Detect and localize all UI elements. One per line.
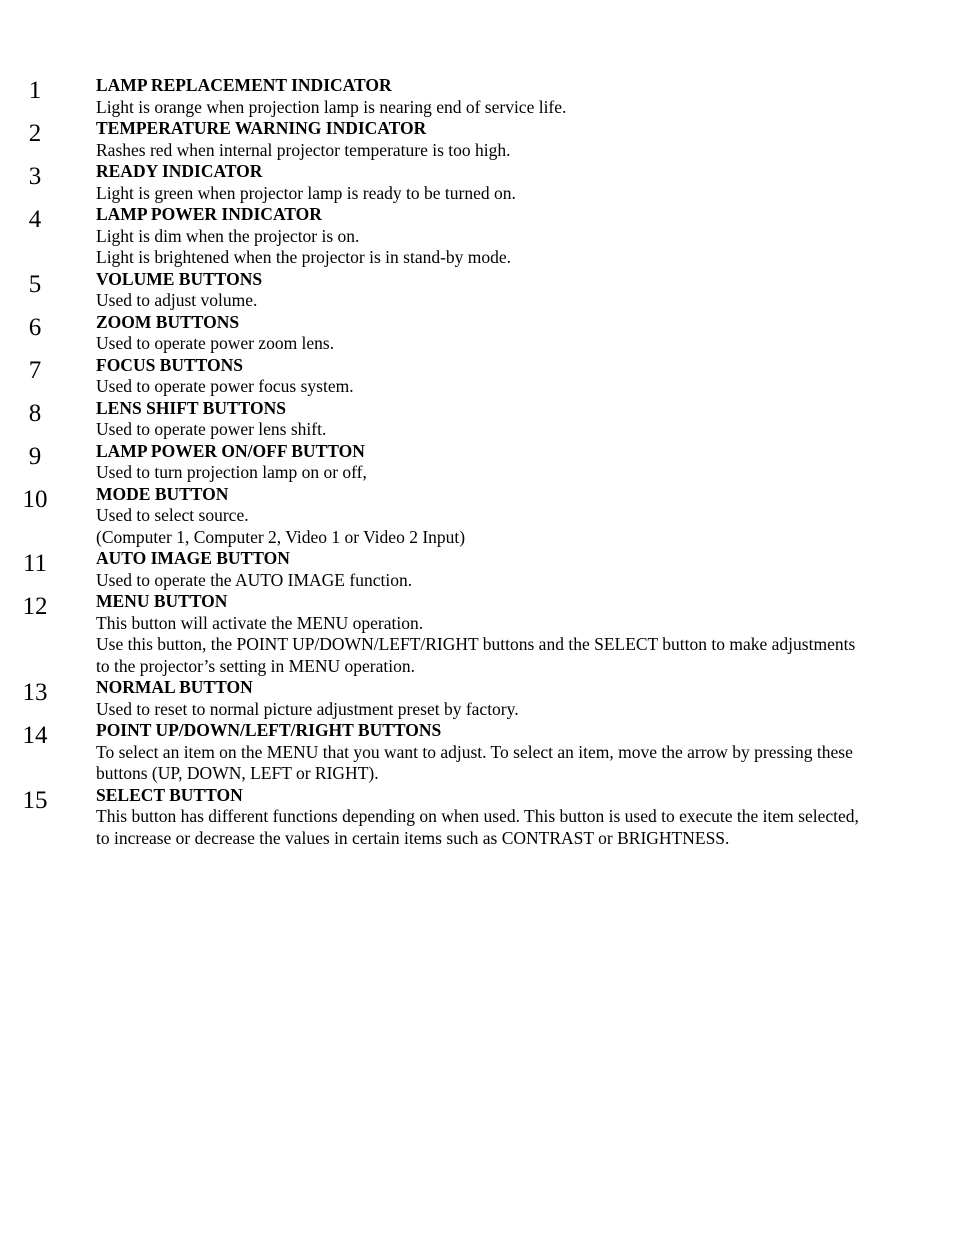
item-description-line: Used to operate power zoom lens.	[96, 333, 335, 353]
item-description-line: Rashes red when internal projector temperature is too high.	[96, 139, 511, 160]
item-title: ZOOM BUTTONS	[96, 311, 240, 332]
item-number: 9	[28, 442, 42, 470]
item-description-line: This button will activate the MENU operation.	[96, 612, 424, 633]
item-number: 7	[28, 356, 42, 384]
item-description-line: Light is green when projector lamp is ready to be turned on.	[96, 182, 516, 203]
list-item	[0, 720, 954, 785]
item-description-line: to the projector’s setting in MENU operation.	[96, 655, 415, 676]
item-description-line: Used to operate power focus system.	[96, 376, 354, 396]
document-body	[0, 75, 954, 849]
item-title: MODE BUTTON	[96, 483, 229, 504]
item-title: NORMAL BUTTON	[96, 677, 253, 697]
item-title: LAMP REPLACEMENT INDICATOR	[96, 75, 392, 95]
list-item	[0, 355, 954, 398]
item-number: 14	[22, 722, 48, 749]
item-title: MENU BUTTON	[96, 591, 228, 611]
item-title: SELECT BUTTON	[96, 784, 243, 805]
item-description-line: Used to operate the AUTO IMAGE function.	[96, 569, 413, 590]
list-item	[0, 785, 954, 850]
item-description-line: Light is orange when projection lamp is nearing end of service life.	[96, 96, 567, 117]
item-number: 4	[28, 206, 42, 233]
item-description-line: Used to reset to normal picture adjustment preset by factory.	[96, 698, 519, 719]
item-title: LENS SHIFT BUTTONS	[96, 397, 286, 418]
list-item	[0, 118, 954, 161]
item-title: READY INDICATOR	[96, 161, 263, 181]
item-number: 8	[28, 399, 42, 427]
item-description-line: buttons (UP, DOWN, LEFT or RIGHT).	[96, 763, 379, 783]
item-description-line: Use this button, the POINT UP/DOWN/LEFT/RIGHT buttons and the SELECT button to make adjustments	[96, 634, 856, 654]
item-number: 13	[22, 679, 48, 706]
item-description-line: (Computer 1, Computer 2, Video 1 or Video 2 Input)	[96, 526, 466, 547]
item-title: AUTO IMAGE BUTTON	[96, 548, 290, 568]
list-item	[0, 677, 954, 720]
item-number: 6	[28, 313, 42, 341]
item-description-line: This button has different functions depending on when used. This button is used to execute the item selected,	[96, 806, 859, 826]
item-title: LAMP POWER ON/OFF BUTTON	[96, 440, 365, 461]
list-item	[0, 204, 954, 269]
item-title: VOLUME BUTTONS	[96, 268, 263, 289]
item-number: 5	[28, 270, 42, 298]
item-title: POINT UP/DOWN/LEFT/RIGHT BUTTONS	[96, 720, 442, 740]
item-description-line: Used to select source.	[96, 505, 249, 525]
list-item	[0, 269, 954, 312]
item-description-line: to increase or decrease the values in certain items such as CONTRAST or BRIGHTNESS.	[96, 827, 730, 848]
item-description-line: Used to turn projection lamp on or off,	[96, 462, 367, 482]
list-item	[0, 441, 954, 484]
item-description-line: Light is dim when the projector is on.	[96, 225, 360, 246]
list-item	[0, 312, 954, 355]
item-number: 2	[28, 120, 42, 147]
list-item	[0, 161, 954, 204]
item-description-line: Used to operate power lens shift.	[96, 419, 327, 439]
item-number: 15	[22, 786, 48, 814]
item-number: 3	[28, 163, 42, 190]
item-number: 11	[22, 550, 48, 577]
item-number: 12	[22, 593, 48, 620]
item-description-line: Used to adjust volume.	[96, 290, 258, 310]
item-title: FOCUS BUTTONS	[96, 354, 244, 375]
list-item	[0, 548, 954, 591]
list-item	[0, 484, 954, 549]
item-description-line: To select an item on the MENU that you want to adjust. To select an item, move the arrow by pressing these	[96, 741, 853, 762]
list-item	[0, 398, 954, 441]
item-description-line: Light is brightened when the projector is in stand-by mode.	[96, 247, 512, 267]
item-number: 1	[28, 77, 42, 104]
list-item	[0, 591, 954, 677]
item-title: TEMPERATURE WARNING INDICATOR	[96, 118, 427, 138]
item-title: LAMP POWER INDICATOR	[96, 204, 322, 224]
item-number: 10	[22, 485, 48, 513]
list-item	[0, 75, 954, 118]
